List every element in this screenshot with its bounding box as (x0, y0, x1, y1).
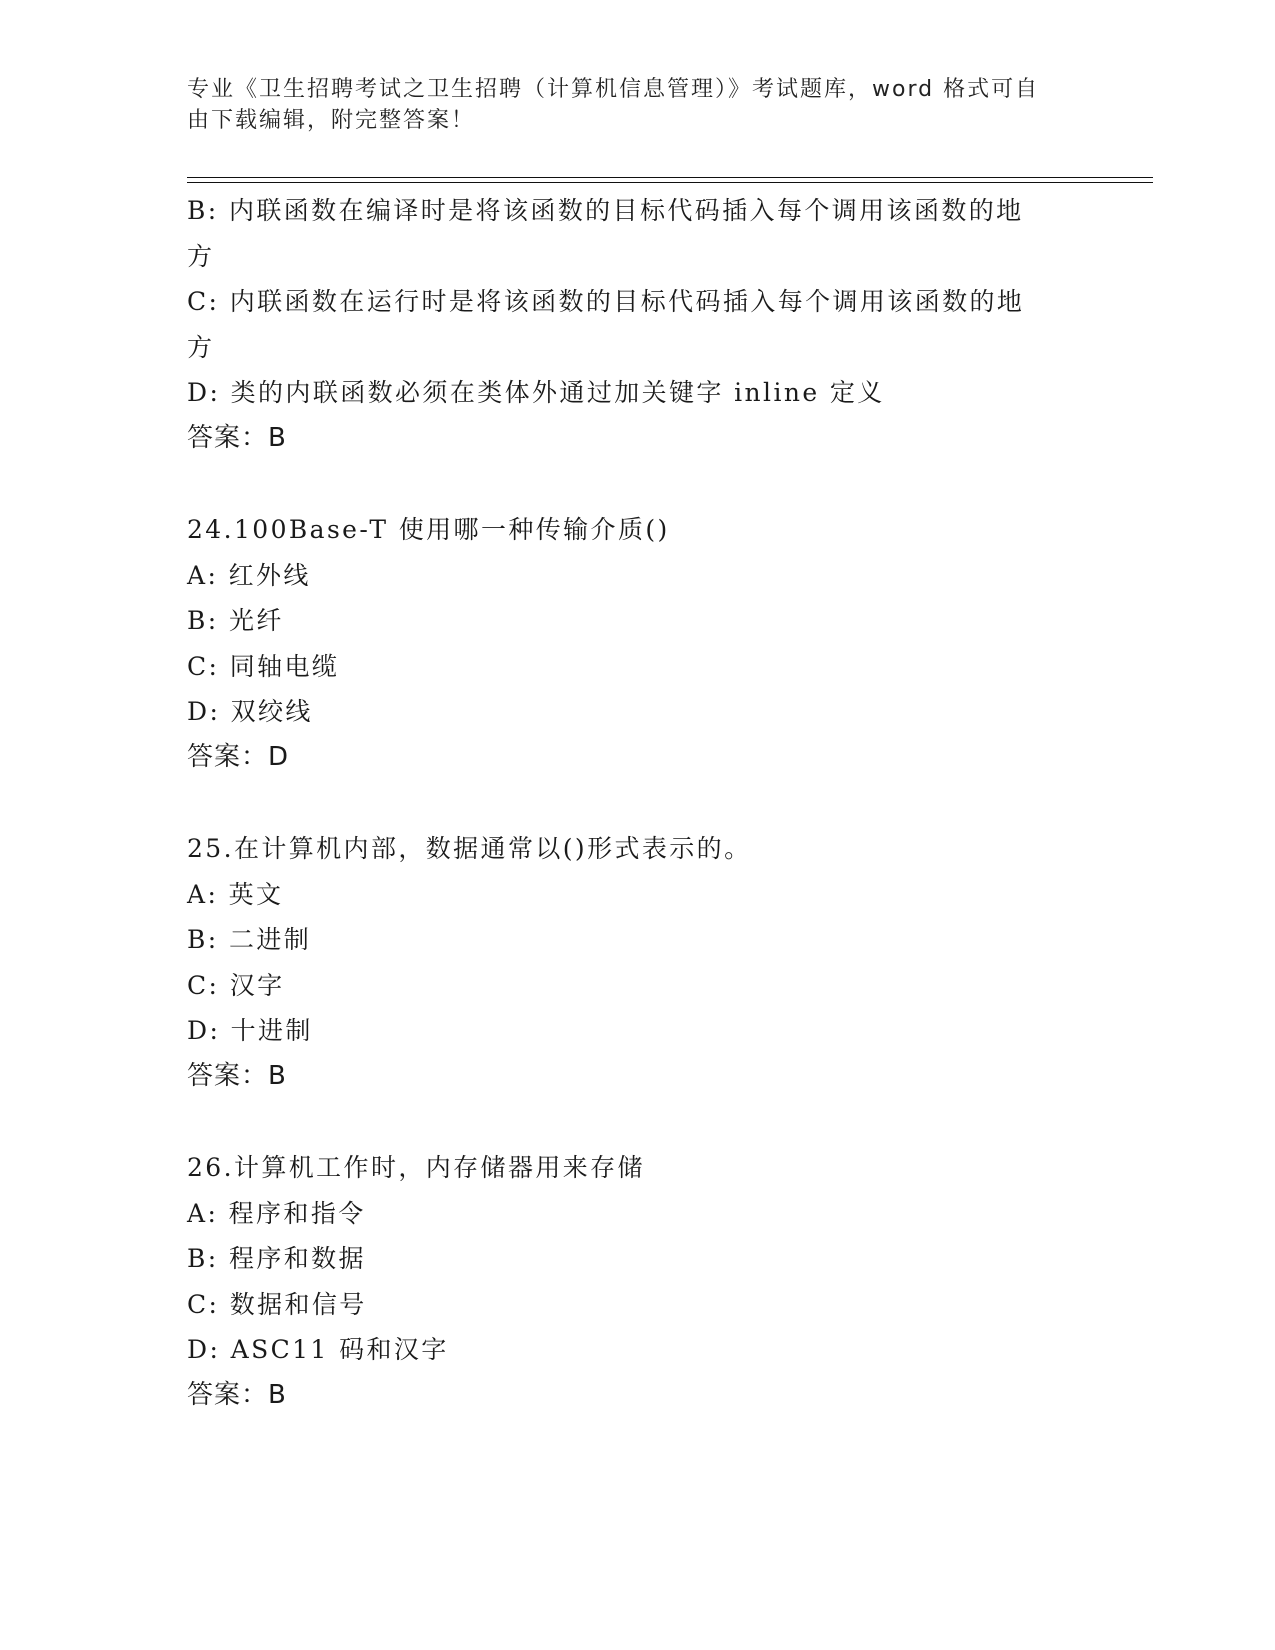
question-stem: 25.在计算机内部，数据通常以()形式表示的。 (187, 834, 752, 863)
page-header (187, 74, 1067, 136)
option-b-line-1: B: 内联函数在编译时是将该函数的目标代码插入每个调用该函数的地 (187, 196, 1024, 225)
option-c: C: 同轴电缆 (187, 651, 340, 681)
option-b: B: 程序和数据 (187, 1244, 366, 1273)
option-a: A: 红外线 (187, 560, 311, 590)
question-spacer (187, 780, 1087, 826)
option-a: A: 英文 (187, 879, 284, 909)
option-c-line-1: C: 内联函数在运行时是将该函数的目标代码插入每个调用该函数的地 (187, 287, 1025, 316)
question-26 (187, 1145, 1087, 1418)
question-25 (187, 826, 1087, 1099)
question-stem: 24.100Base-T 使用哪一种传输介质() (187, 515, 670, 544)
answer: 答案：B (187, 422, 287, 453)
option-d: D: 十进制 (187, 1016, 313, 1045)
header-line-2: 由下载编辑，附完整答案！ (187, 108, 476, 133)
answer: 答案：B (187, 1060, 287, 1091)
option-c-line-2: 方 (187, 332, 215, 362)
question-24 (187, 507, 1087, 780)
option-c: C: 汉字 (187, 970, 285, 1000)
question-spacer (187, 461, 1087, 507)
option-b-line-2: 方 (187, 241, 215, 271)
question-stem: 26.计算机工作时，内存储器用来存储 (187, 1153, 645, 1182)
option-a: A: 程序和指令 (187, 1198, 366, 1228)
header-divider-bottom (187, 182, 1153, 183)
option-d: D: 双绞线 (187, 697, 313, 726)
option-c: C: 数据和信号 (187, 1289, 367, 1319)
answer: 答案：B (187, 1379, 287, 1410)
header-divider-top (187, 177, 1153, 178)
option-d: D: 类的内联函数必须在类体外通过加关键字 inline 定义 (187, 378, 885, 407)
previous-question-block (187, 188, 1087, 461)
option-d: D: ASC11 码和汉字 (187, 1335, 449, 1364)
answer: 答案：D (187, 741, 290, 772)
option-b: B: 光纤 (187, 606, 284, 635)
question-content (187, 188, 1087, 1418)
header-line-1: 专业《卫生招聘考试之卫生招聘（计算机信息管理）》考试题库，word 格式可自 (187, 77, 1040, 102)
option-b: B: 二进制 (187, 925, 312, 954)
question-spacer (187, 1099, 1087, 1145)
